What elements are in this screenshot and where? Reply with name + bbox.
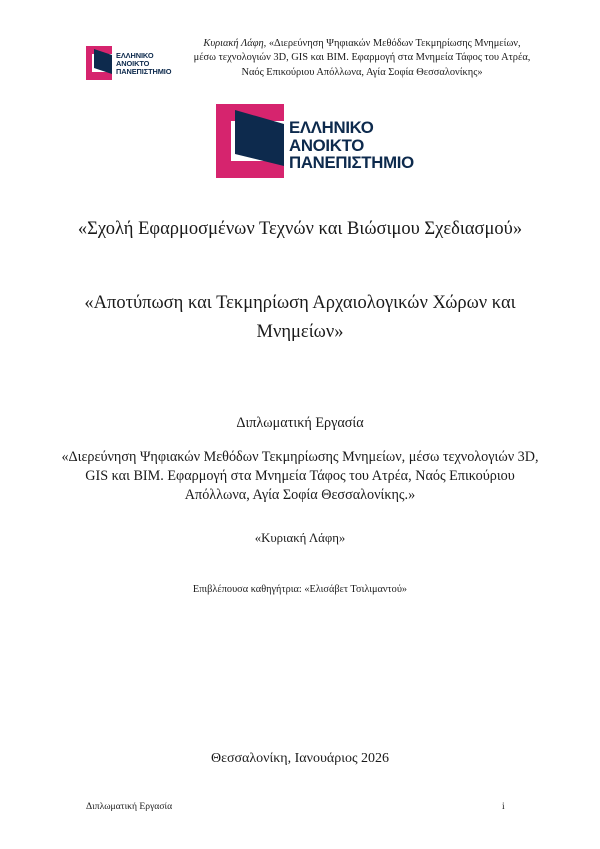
- logo-small-line1: ΕΛΛΗΝΙΚΟ: [116, 51, 154, 60]
- school-name: «Σχολή Εφαρμοσμένων Τεχνών και Βιώσιμου Σχεδιασμού»: [77, 219, 523, 239]
- thesis-type: Διπλωματική Εργασία: [236, 415, 364, 431]
- university-logo-large-mark-icon: [216, 104, 286, 178]
- university-logo-large: [216, 104, 414, 178]
- place-date: Θεσσαλονίκη, Ιανουάριος 2026: [210, 751, 390, 766]
- author-name: «Κυριακή Λάφη»: [254, 531, 346, 545]
- logo-small-line3: ΠΑΝΕΠΙΣΤΗΜΙΟ: [116, 66, 172, 76]
- logo-large-line3: ΠΑΝΕΠΙΣΤΗΜΙΟ: [289, 153, 414, 173]
- header-author: Κυριακή Λάφη,: [203, 38, 267, 49]
- footer-label: Διπλωματική Εργασία: [86, 801, 173, 812]
- thesis-title: «Διερεύνηση Ψηφιακών Μεθόδων Τεκμηρίωσης Μνημείων, μέσω τεχνολογιών 3D, GIS και BIM. Εφαρμογή στα Μνημεία Τάφος του Ατρέα, Ναός Επικούριου Απόλλωνα, Αγία Σοφία Θεσσαλονίκης.»: [61, 449, 539, 503]
- university-logo-small: [86, 46, 186, 82]
- logo-large-line2: ΑΝΟΙΚΤΟ: [289, 135, 364, 155]
- supervisor: Επιβλέπουσα καθηγήτρια: «Ελισάβετ Τσιλιμαντού»: [192, 584, 408, 595]
- logo-small-text: [116, 52, 171, 75]
- logo-large-text: [289, 119, 414, 172]
- university-logo-mark-icon: [86, 46, 114, 80]
- program-name: «Αποτύπωση και Τεκμηρίωση Αρχαιολογικών Χώρων και Μνημείων»: [84, 293, 516, 342]
- header-title: «Διερεύνηση Ψηφιακών Μεθόδων Τεκμηρίωσης Μνημείων, μέσω τεχνολογιών 3D, GIS και BIM. Εφαρμογή στα Μνημεία Τάφος του Ατρέα, Ναός Επικούριου Απόλλωνα, Αγία Σοφία Θεσσαλονίκης»: [193, 38, 531, 78]
- logo-small-line2: ΑΝΟΙΚΤΟ: [116, 58, 150, 68]
- logo-large-line1: ΕΛΛΗΝΙΚΟ: [289, 118, 374, 137]
- running-header: [192, 37, 532, 80]
- page-number: i: [502, 801, 505, 812]
